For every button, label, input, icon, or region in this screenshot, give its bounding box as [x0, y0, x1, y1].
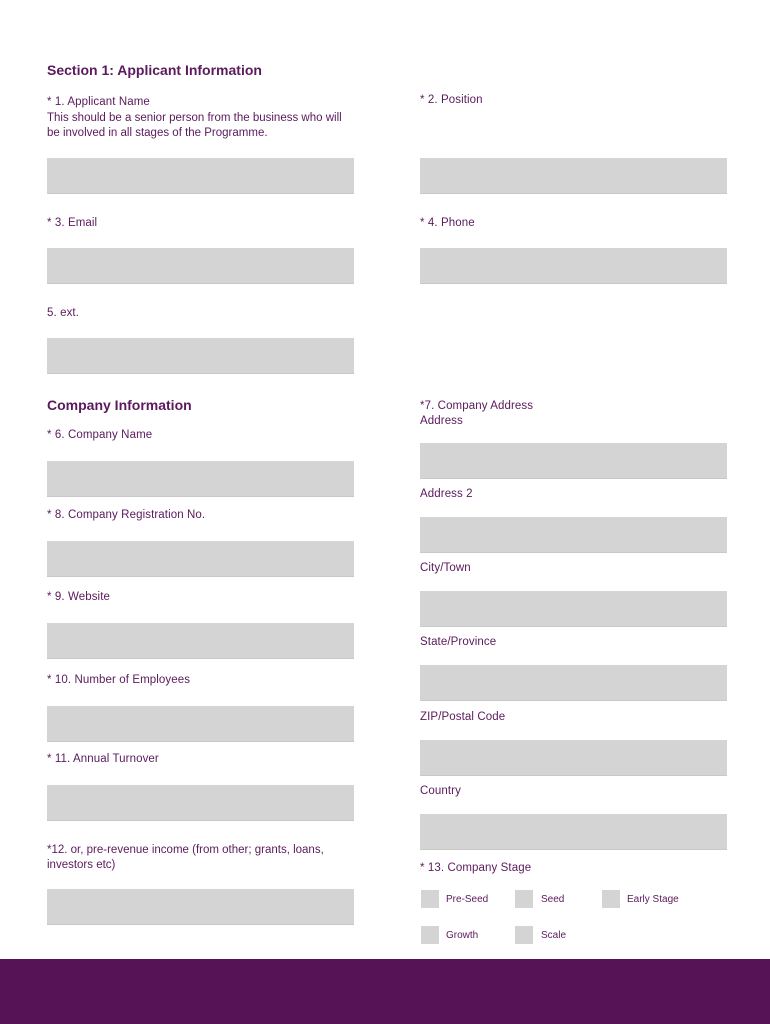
address2-field[interactable] [420, 517, 727, 553]
zip-field[interactable] [420, 740, 727, 776]
early-stage-checkbox[interactable] [602, 890, 620, 908]
country-field[interactable] [420, 814, 727, 850]
applicant-name-help: This should be a senior person from the business who will be involved in all stages of the Programme. [47, 112, 342, 139]
seed-checkbox[interactable] [515, 890, 533, 908]
state-label: State/Province [420, 636, 497, 648]
employees-label: * 10. Number of Employees [47, 674, 191, 686]
company-heading: Company Information [47, 397, 192, 413]
registration-label: * 8. Company Registration No. [47, 509, 206, 521]
position-label: * 2. Position [420, 94, 483, 106]
pre-revenue-field[interactable] [47, 889, 354, 925]
company-name-label: * 6. Company Name [47, 429, 153, 441]
address-field[interactable] [420, 443, 727, 479]
growth-checkbox[interactable] [421, 926, 439, 944]
early-stage-label: Early Stage [627, 894, 679, 905]
zip-label: ZIP/Postal Code [420, 711, 506, 723]
registration-field[interactable] [47, 541, 354, 577]
address-sub-label: Address [420, 415, 463, 427]
pre-seed-label: Pre-Seed [446, 894, 489, 905]
website-label: * 9. Website [47, 591, 110, 603]
turnover-field[interactable] [47, 785, 354, 821]
company-stage-label: * 13. Company Stage [420, 862, 532, 874]
pre-seed-checkbox[interactable] [421, 890, 439, 908]
applicant-name-field[interactable] [47, 158, 354, 194]
phone-field[interactable] [420, 248, 727, 284]
section1-heading: Section 1: Applicant Information [47, 62, 262, 78]
position-field[interactable] [420, 158, 727, 194]
company-name-field[interactable] [47, 461, 354, 497]
ext-field[interactable] [47, 338, 354, 374]
website-field[interactable] [47, 623, 354, 659]
growth-label: Growth [446, 930, 479, 941]
address2-label: Address 2 [420, 488, 473, 500]
turnover-label: * 11. Annual Turnover [47, 753, 159, 765]
footer-band [0, 959, 770, 1024]
email-field[interactable] [47, 248, 354, 284]
company-address-label: *7. Company Address [420, 400, 534, 412]
scale-label: Scale [541, 930, 567, 941]
employees-field[interactable] [47, 706, 354, 742]
city-field[interactable] [420, 591, 727, 627]
pre-revenue-label: *12. or, pre-revenue income (from other; grants, loans, investors etc) [47, 844, 324, 871]
applicant-name-label: * 1. Applicant Name [47, 96, 150, 108]
email-label: * 3. Email [47, 217, 98, 229]
ext-label: 5. ext. [47, 307, 80, 319]
phone-label: * 4. Phone [420, 217, 475, 229]
city-label: City/Town [420, 562, 471, 574]
country-label: Country [420, 785, 461, 797]
seed-label: Seed [541, 894, 565, 905]
scale-checkbox[interactable] [515, 926, 533, 944]
state-field[interactable] [420, 665, 727, 701]
